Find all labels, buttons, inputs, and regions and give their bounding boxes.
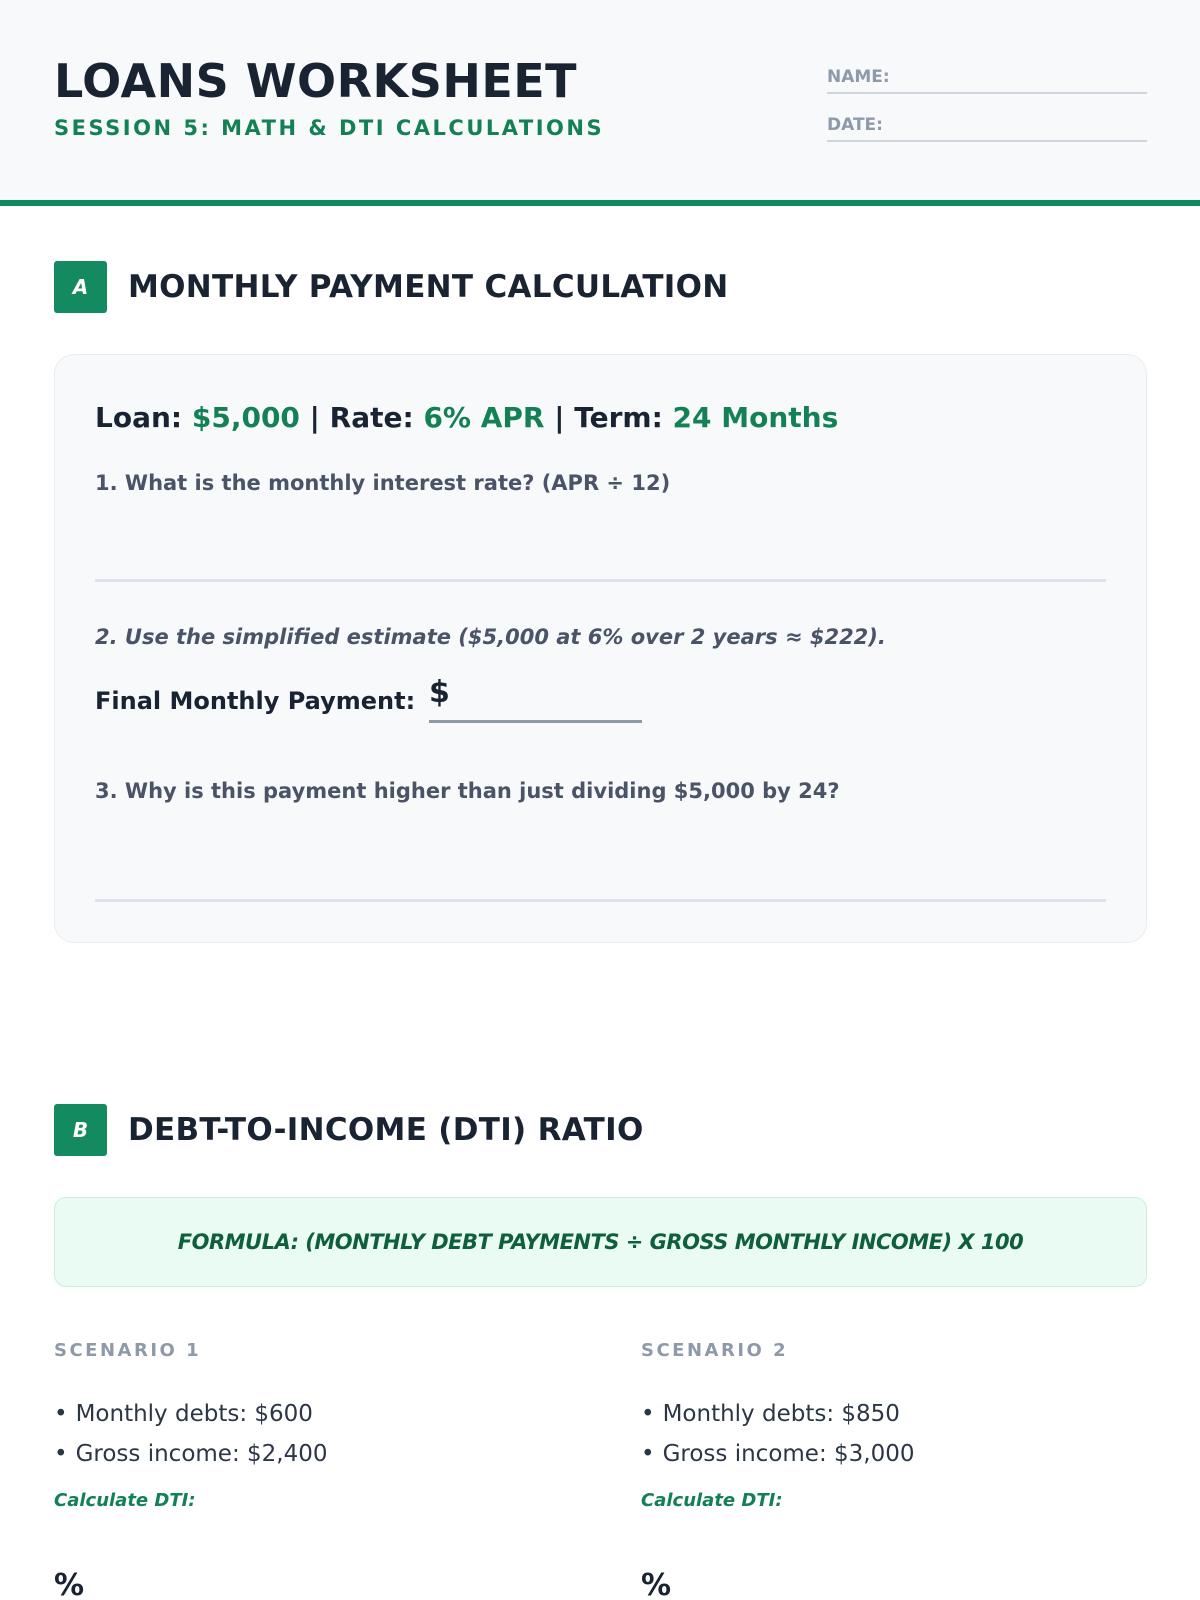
rate-value: 6% APR (423, 401, 545, 434)
scenario-2 (641, 1340, 1141, 1511)
dollar-sign: $ (429, 675, 450, 710)
section-b-badge: B (54, 1104, 107, 1156)
scenario-1 (54, 1340, 554, 1511)
answer-line-3[interactable] (95, 899, 1106, 902)
date-field[interactable] (827, 112, 1147, 142)
loan-value: $5,000 (191, 401, 300, 434)
list-item: • Monthly debts: $600 (54, 1401, 313, 1427)
section-a-badge: A (54, 261, 107, 313)
section-b-title: DEBT-TO-INCOME (DTI) RATIO (128, 1112, 644, 1148)
gross-income: Gross income: $2,400 (75, 1441, 328, 1467)
page-title: LOANS WORKSHEET (54, 54, 578, 108)
name-label: NAME: (827, 67, 890, 87)
section-b-heading (54, 1104, 644, 1156)
page-subtitle: SESSION 5: MATH & DTI CALCULATIONS (54, 116, 605, 140)
term-label: Term: (574, 401, 673, 434)
final-payment-field[interactable] (429, 675, 642, 723)
calculate-dti-label: Calculate DTI: (641, 1490, 783, 1511)
term-value: 24 Months (672, 401, 839, 434)
monthly-debts: Monthly debts: $600 (75, 1401, 313, 1427)
list-item: • Gross income: $3,000 (641, 1441, 915, 1467)
scenario-title: SCENARIO 1 (54, 1340, 202, 1361)
date-label: DATE: (827, 115, 883, 135)
section-a-title: MONTHLY PAYMENT CALCULATION (128, 269, 729, 305)
separator: | (544, 401, 575, 434)
dti-answer-1-percent[interactable]: % (54, 1568, 85, 1600)
worksheet-header (0, 0, 1200, 206)
answer-line-1[interactable] (95, 579, 1106, 582)
calculate-dti-label: Calculate DTI: (54, 1490, 196, 1511)
dti-formula: FORMULA: (MONTHLY DEBT PAYMENTS ÷ GROSS MONTHLY INCOME) X 100 (177, 1230, 1024, 1254)
rate-label: Rate: (329, 401, 424, 434)
monthly-debts: Monthly debts: $850 (662, 1401, 900, 1427)
loan-details (95, 401, 838, 434)
list-item: • Monthly debts: $850 (641, 1401, 900, 1427)
separator: | (299, 401, 330, 434)
question-2: 2. Use the simplified estimate ($5,000 at 6% over 2 years ≈ $222). (95, 625, 886, 649)
dti-answer-2-percent[interactable]: % (641, 1568, 672, 1600)
question-3: 3. Why is this payment higher than just dividing $5,000 by 24? (95, 779, 840, 803)
name-field[interactable] (827, 64, 1147, 94)
formula-box (54, 1197, 1147, 1287)
gross-income: Gross income: $3,000 (662, 1441, 915, 1467)
monthly-payment-card (54, 354, 1147, 943)
section-a-heading (54, 261, 729, 313)
final-payment-label: Final Monthly Payment: (95, 687, 416, 715)
scenario-title: SCENARIO 2 (641, 1340, 789, 1361)
loan-label: Loan: (95, 401, 192, 434)
question-1: 1. What is the monthly interest rate? (APR ÷ 12) (95, 471, 671, 495)
list-item: • Gross income: $2,400 (54, 1441, 328, 1467)
